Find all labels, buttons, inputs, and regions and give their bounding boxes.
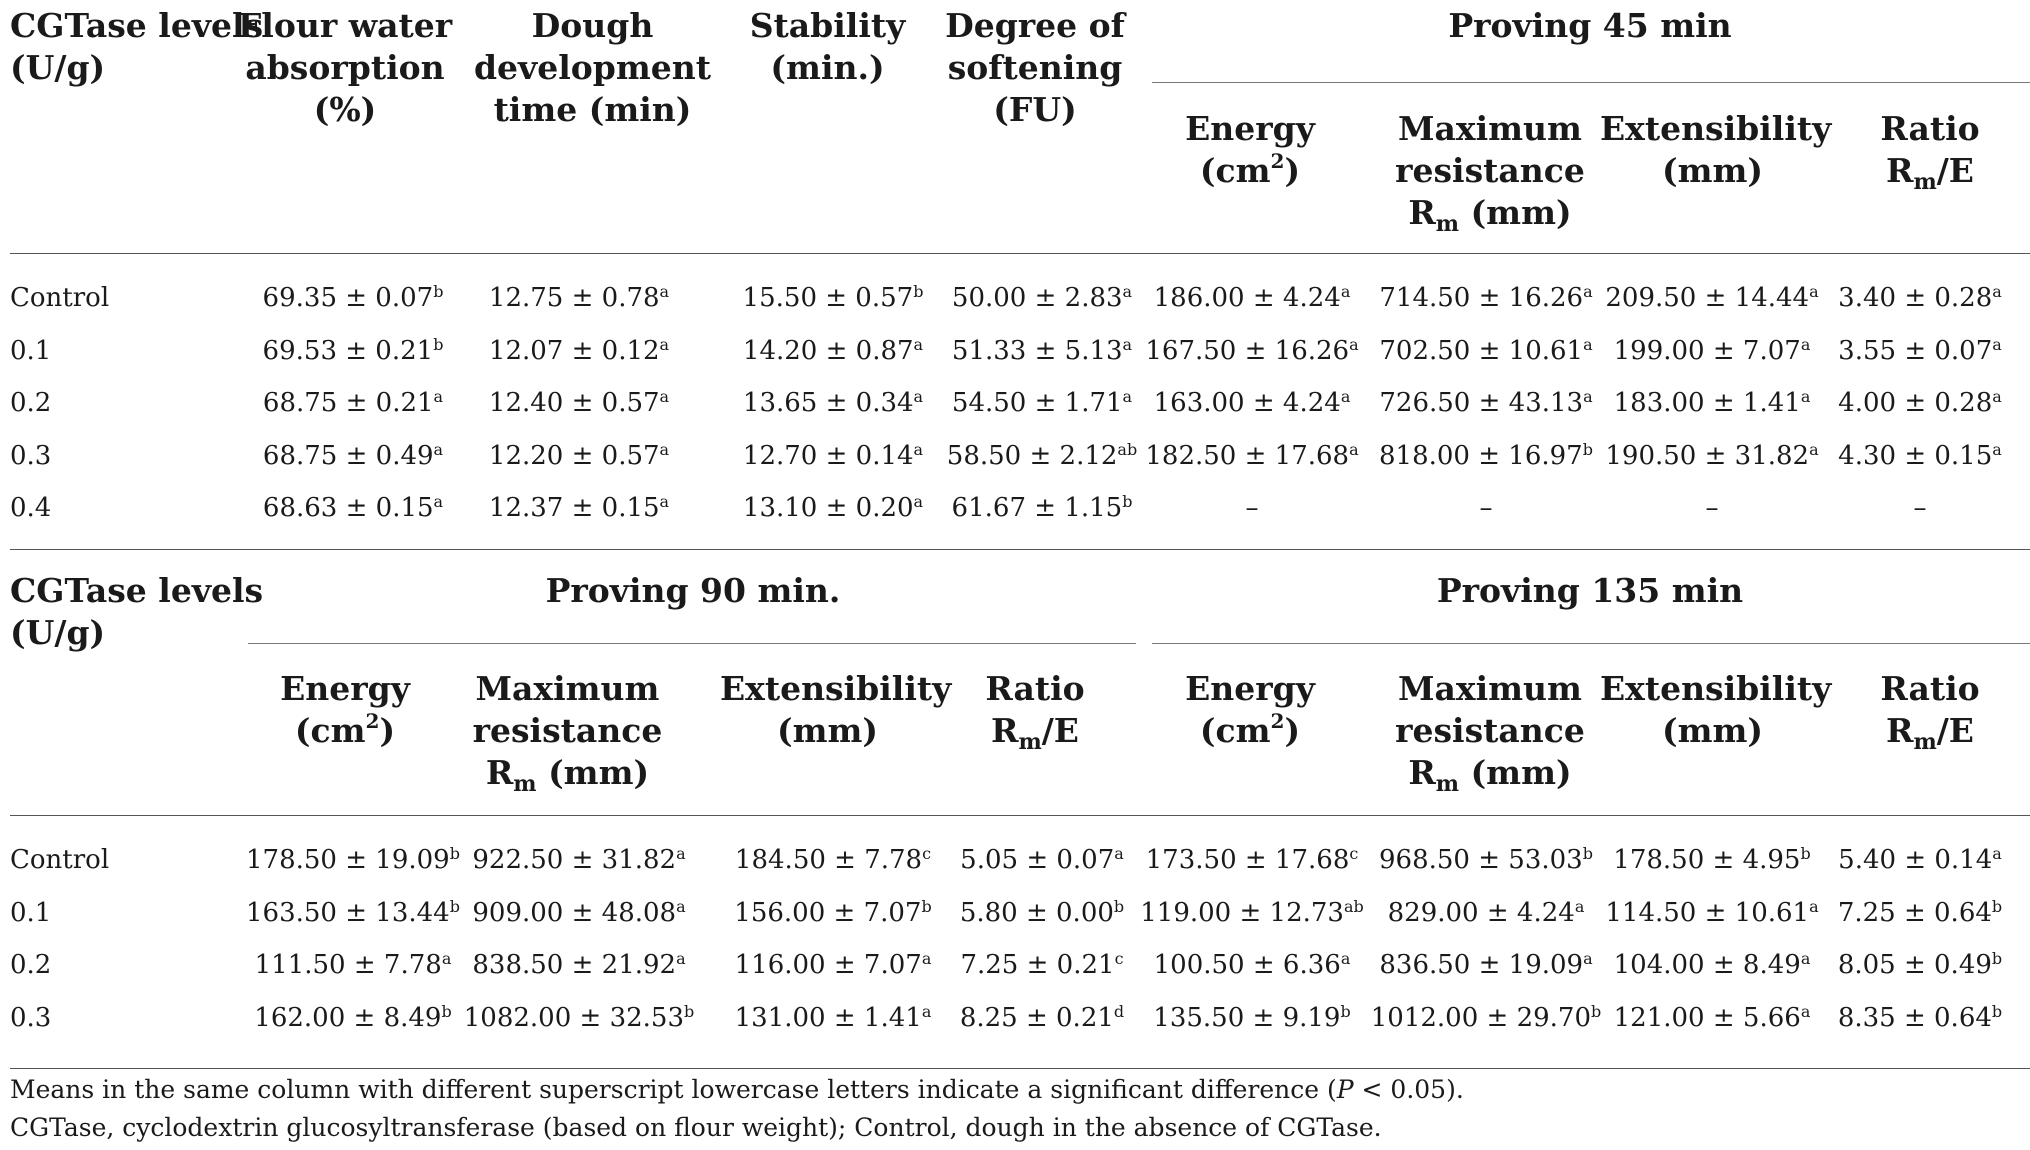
bottom-table-cell: 178.50 ± 19.09$^b$ [246,844,460,875]
bottom-header-rule [10,815,2030,816]
header-ratio-90: Ratio $R_m/E$ [985,669,1085,755]
bottom-table-cell: 5.40 ± 0.14$^a$ [1838,844,2002,875]
header-proving-90: Proving 90 min. [545,571,841,610]
top-table-cell: 209.50 ± 14.44$^a$ [1605,282,1819,313]
top-table-cell: 4.30 ± 0.15$^a$ [1838,439,2002,471]
top-table-cell: 51.33 ± 5.13$^a$ [951,334,1133,366]
header-extensibility-135: Extensibility (mm) [1600,669,1832,750]
bottom-table-cell: 5.80 ± 0.00$^b$ [959,896,1125,928]
bottom-table-cell: 114.50 ± 10.61$^a$ [1605,896,1819,928]
top-table-cell: 50.00 ± 2.83$^a$ [951,282,1133,313]
header-extensibility-45: Extensibility (mm) [1600,109,1832,190]
top-table-cell: 163.00 ± 4.24$^a$ [1153,387,1351,418]
bottom-table-cell: 829.00 ± 4.24$^a$ [1387,896,1585,928]
group-rule-90 [248,643,1136,644]
bottom-table-cell: 156.00 ± 7.07$^b$ [734,896,932,928]
top-table-cell: – [1913,493,1927,523]
bottom-table-cell: 162.00 ± 8.49$^b$ [254,1001,452,1033]
header-cgtase-levels-2: CGTase levels (U/g) [10,571,264,652]
header-energy-45: Energy $(cm^2)$ [1185,109,1315,190]
bottom-table-row-label: 0.3 [10,1002,52,1033]
top-table-cell: 182.50 ± 17.68$^a$ [1145,439,1359,471]
header-energy-90: Energy $(cm^2)$ [280,669,410,750]
top-header-rule [10,253,2030,254]
bottom-table-cell: 104.00 ± 8.49$^a$ [1613,949,1811,980]
top-table-row-label: Control [10,283,110,313]
top-table-cell: 4.00 ± 0.28$^a$ [1838,387,2002,418]
bottom-table-cell: 173.50 ± 17.68$^c$ [1145,844,1359,875]
top-table-row-label: 0.2 [10,388,52,418]
top-table-cell: 68.75 ± 0.49$^a$ [262,439,444,471]
section-divider [10,549,2030,550]
bottom-table-cell: 968.50 ± 53.03$^b$ [1379,844,1593,875]
bottom-table-cell: 922.50 ± 31.82$^a$ [472,844,686,875]
top-table-cell: 69.35 ± 0.07$^b$ [262,282,444,313]
top-table-cell: 190.50 ± 31.82$^a$ [1605,439,1819,471]
header-cgtase-levels-l2: (U/g) [10,48,106,87]
bottom-table-row-label: 0.2 [10,950,52,980]
footnote-1-end: < 0.05). [1353,1075,1464,1104]
header-dough-development-time: Dough development time (min) [473,6,711,129]
table-bottom-rule [10,1068,2030,1069]
top-table-cell: 15.50 ± 0.57$^b$ [742,282,924,313]
top-table-cell: 714.50 ± 16.26$^a$ [1379,282,1593,313]
top-table-cell: 12.20 ± 0.57$^a$ [488,439,670,471]
top-table-cell: 12.40 ± 0.57$^a$ [488,387,670,418]
bottom-table-cell: 5.05 ± 0.07$^a$ [960,844,1124,875]
footnote-1-text: Means in the same column with different superscript lowercase letters indicate a significant difference ( [10,1075,1337,1104]
footnote-1-p: P [1336,1075,1354,1104]
top-table-cell: 12.75 ± 0.78$^a$ [488,282,670,313]
header-energy-135: Energy $(cm^2)$ [1185,669,1315,750]
bottom-table-cell: 119.00 ± 12.73$^{ab}$ [1140,896,1364,928]
bottom-table-cell: 838.50 ± 21.92$^a$ [472,949,686,980]
bottom-table-cell: 7.25 ± 0.21$^c$ [960,949,1124,980]
bottom-table-cell: 8.05 ± 0.49$^b$ [1837,949,2003,980]
top-table-cell: 14.20 ± 0.87$^a$ [742,334,924,366]
top-table-cell: 68.75 ± 0.21$^a$ [262,387,444,418]
top-table-cell: 818.00 ± 16.97$^b$ [1379,439,1593,471]
top-table-cell: – [1479,493,1493,523]
top-table-cell: 183.00 ± 1.41$^a$ [1613,387,1811,418]
bottom-table-cell: 178.50 ± 4.95$^b$ [1613,844,1811,875]
top-table-cell: 12.37 ± 0.15$^a$ [488,492,670,523]
top-table-cell: 702.50 ± 10.61$^a$ [1379,334,1593,366]
bottom-table-cell: 163.50 ± 13.44$^b$ [246,896,460,928]
top-table-cell: 12.07 ± 0.12$^a$ [488,334,670,366]
top-table-cell: 726.50 ± 43.13$^a$ [1379,387,1593,418]
header-max-resistance-90: Maximum resistance $R_m$ (mm) [472,669,663,797]
bottom-table-cell: 111.50 ± 7.78$^a$ [254,949,452,980]
bottom-table-cell: 131.00 ± 1.41$^a$ [734,1001,932,1033]
bottom-table-cell: 1082.00 ± 32.53$^b$ [463,1001,695,1033]
bottom-table-cell: 909.00 ± 48.08$^a$ [472,896,686,928]
bottom-table-cell: 836.50 ± 19.09$^a$ [1379,949,1593,980]
header-max-resistance-135: Maximum resistance $R_m$ (mm) [1395,669,1585,797]
top-table-cell: 12.70 ± 0.14$^a$ [742,439,924,471]
header-degree-of-softening: Degree of softening (FU) [945,6,1125,129]
header-max-resistance-45: Maximum resistance $R_m$ (mm) [1395,109,1585,237]
bottom-table-cell: 8.35 ± 0.64$^b$ [1837,1001,2003,1033]
top-table-cell: 58.50 ± 2.12$^{ab}$ [946,439,1138,471]
bottom-table-cell: 1012.00 ± 29.70$^b$ [1370,1001,1602,1033]
bottom-table-cell: 184.50 ± 7.78$^c$ [734,844,932,875]
header-cgtase-levels [10,5,263,89]
top-table-row-label: 0.4 [10,493,52,523]
top-table-cell: – [1705,493,1719,523]
bottom-table-row-label: Control [10,845,110,875]
footnote-significance [10,1072,1464,1108]
bottom-table-row-label: 0.1 [10,897,52,928]
top-table-cell: 61.67 ± 1.15$^b$ [951,492,1133,523]
footnote-abbreviation: CGTase, cyclodextrin glucosyltransferase (based on flour weight); Control, dough in the absence of CGTase. [10,1113,1382,1142]
top-table-cell: – [1245,493,1259,523]
header-stability: Stability (min.) [749,6,906,87]
header-ratio-135: Ratio $R_m/E$ [1880,669,1980,755]
top-table-cell: 54.50 ± 1.71$^a$ [951,387,1133,418]
header-ratio-45: Ratio $R_m/E$ [1880,109,1980,195]
group-rule-45 [1152,82,2030,83]
bottom-table-cell: 100.50 ± 6.36$^a$ [1153,949,1351,980]
header-proving-135: Proving 135 min [1436,571,1744,610]
top-table-cell: 68.63 ± 0.15$^a$ [262,492,444,523]
header-proving-45: Proving 45 min [1448,6,1732,45]
bottom-table-cell: 121.00 ± 5.66$^a$ [1613,1001,1811,1033]
top-table-cell: 3.55 ± 0.07$^a$ [1838,334,2002,366]
top-table-cell: 3.40 ± 0.28$^a$ [1838,282,2002,313]
top-table-row-label: 0.3 [10,440,52,471]
top-table-cell: 13.65 ± 0.34$^a$ [742,387,924,418]
bottom-table-cell: 7.25 ± 0.64$^b$ [1837,896,2003,928]
bottom-table-cell: 116.00 ± 7.07$^a$ [734,949,932,980]
header-cgtase-levels-l1: CGTase levels [10,6,264,45]
top-table-row-label: 0.1 [10,335,52,366]
group-rule-135 [1152,643,2030,644]
header-extensibility-90: Extensibility (mm) [720,669,952,750]
top-table-cell: 167.50 ± 16.26$^a$ [1145,334,1359,366]
top-table-cell: 199.00 ± 7.07$^a$ [1613,334,1811,366]
bottom-table-cell: 8.25 ± 0.21$^d$ [959,1001,1125,1033]
bottom-table-cell: 135.50 ± 9.19$^b$ [1153,1001,1351,1033]
top-table-cell: 186.00 ± 4.24$^a$ [1153,282,1351,313]
top-table-cell: 69.53 ± 0.21$^b$ [262,334,444,366]
top-table-cell: 13.10 ± 0.20$^a$ [742,492,924,523]
header-flour-water-absorption: Flour water absorption (%) [237,6,453,129]
